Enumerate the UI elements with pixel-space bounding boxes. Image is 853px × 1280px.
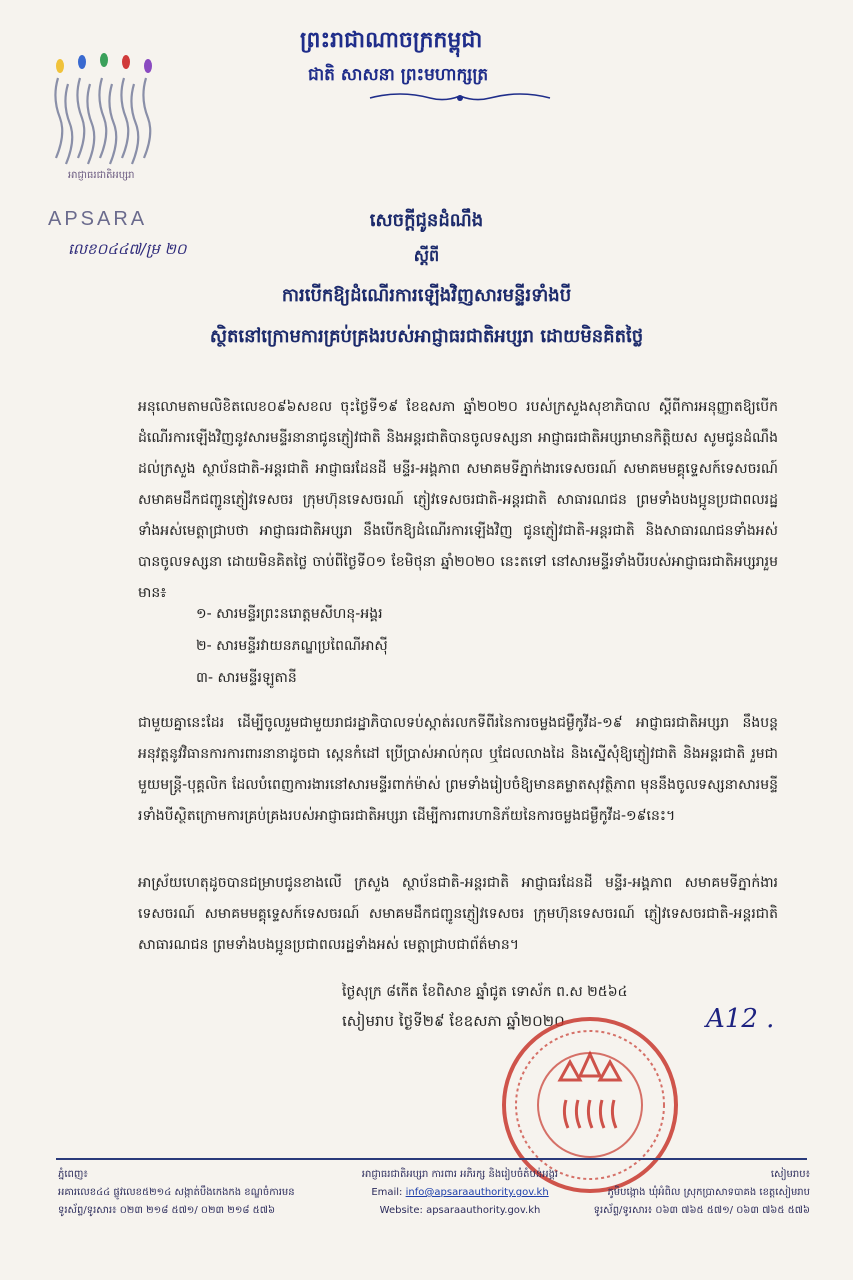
list-item: ១- សារមន្ទីរព្រះនរោត្តមសីហនុ-អង្គរ [196, 606, 383, 622]
footer-right-phone: ទូរស័ព្ទ/ទូរសារ៖ ០៦៣ ៧៦៥ ៥៧១/ ០៦៣ ៧៦៥ ៥៧៦ [593, 1205, 810, 1216]
paragraph-3: អាស្រ័យហេតុដូចបានជម្រាបជូនខាងលើ ក្រសួង ស្ថាប័នជាតិ-អន្តរជាតិ អាជ្ញាធរដែនដី មន្ទីរ-អង្គភាព សមាគមទីភ្នាក់ងារទេសចរណ៍ សមាគមមគ្គុទ្ទេសក៍ទេសចរណ៍ សមាគមដឹកជញ្ជូនភ្ញៀវទេសចរ ក្រុមហ៊ុនទេសចរណ៍ ភ្ញៀវទេសចរជាតិ-អន្តរជាតិ សាធារណជន ព្រមទាំងបងប្អូនប្រជាពលរដ្ឋទាំងអស់ មេត្តាជ្រាបជាព័ត៌មាន។ [138, 875, 778, 953]
footer-contact [330, 1166, 590, 1220]
reference-number: លេខ០៤៤៧/ម្រ ២០ [68, 240, 187, 258]
title-line-4: ស្ថិតនៅក្រោមការគ្រប់គ្រងរបស់អាជ្ញាធរជាតិអប្សរា ដោយមិនគិតថ្លៃ [209, 326, 644, 347]
list-item: ២- សារមន្ទីរវាយនភណ្ឌប្រពៃណីអាស៊ី [196, 638, 388, 654]
logo-name: APSARA [48, 208, 148, 230]
footer-siem-reap [560, 1166, 810, 1220]
lunar-date: ថ្ងៃសុក្រ ៨កើត ខែពិសាខ ឆ្នាំជូត ទោស័ក ព.ស ២៥៦៤ [342, 984, 628, 1000]
apsara-logo [28, 48, 188, 258]
footer-left-phone: ទូរស័ព្ទ/ទូរសារ៖ ០២៣ ២១៨ ៥៧១/ ០២៣ ២១៨ ៥៧៦ [58, 1205, 276, 1216]
footer-divider [56, 1158, 807, 1160]
ornament-divider [360, 91, 853, 109]
solar-date: សៀមរាប ថ្ងៃទី២៩ ខែឧសភា ឆ្នាំ២០២០ [342, 1012, 565, 1030]
footer-email-line [330, 1184, 590, 1202]
title-line-2: ស្តីពី [413, 246, 440, 265]
apsara-logo-graphic [28, 48, 188, 168]
title-line-3: ការបើកឱ្យដំណើរការឡើងវិញសារមន្ទីរទាំងបី [281, 285, 572, 306]
footer-office: អាជ្ញាធរជាតិអប្សរា ការពារ អភិរក្ស និងរៀបចំតំបន់អង្គរ [361, 1169, 559, 1180]
notice-title [0, 208, 853, 351]
website-label: Website: [379, 1205, 423, 1216]
kingdom-title: ព្រះរាជាណាចក្រកម្ពុជា [300, 28, 483, 53]
list-item: ៣- សារមន្ទីរឡូតានី [196, 670, 297, 686]
ornament-graphic [360, 91, 560, 105]
paragraph-1: អនុលោមតាមលិខិតលេខ០៩៦សខល ចុះថ្ងៃទី១៩ ខែឧសភា ឆ្នាំ២០២០ របស់ក្រសួងសុខាភិបាល ស្តីពីការអនុញ្ញាតឱ្យបើកដំណើរការឡើងវិញនូវសារមន្ទីរនានាជូនភ្ញៀវជាតិ និងអន្តរជាតិបានចូលទស្សនា អាជ្ញាធរជាតិអប្សរាមានកិត្តិយស សូមជូនដំណឹងដល់ក្រសួង ស្ថាប័នជាតិ-អន្តរជាតិ អាជ្ញាធរដែនដី មន្ទីរ-អង្គភាព សមាគមទីភ្នាក់ងារទេសចរណ៍ សមាគមមគ្គុទ្ទេសក៍ទេសចរណ៍ សមាគមដឹកជញ្ជូនភ្ញៀវទេសចរ ក្រុមហ៊ុនទេសចរណ៍ ភ្ញៀវទេសចរជាតិ-អន្តរជាតិ សាធារណជន ព្រមទាំងបងប្អូនប្រជាពលរដ្ឋទាំងអស់មេត្តាជ្រាបថា អាជ្ញាធរជាតិអប្សរា នឹងបើកឱ្យដំណើរការឡើងវិញ ជូនភ្ញៀវជាតិ-អន្តរជាតិ និងសាធារណជនទាំងអស់ បានចូលទស្សនា ដោយមិនគិតថ្លៃ ចាប់ពីថ្ងៃទី០១ ខែមិថុនា ឆ្នាំ២០២០ នេះតទៅ នៅសារមន្ទីរទាំងបីរបស់អាជ្ញាធរជាតិអប្សរារួមមាន៖ [138, 399, 778, 601]
footer-left-address: អគារលេខ៤៤ ផ្លូវលេខ៥២១៤ សង្កាត់បឹងកេងកង ខណ្ឌចំការមន [58, 1187, 295, 1198]
title-line-1: សេចក្តីជូនដំណឹង [369, 210, 484, 231]
footer-website-line [330, 1202, 590, 1220]
website-link[interactable]: apsaraauthority.gov.kh [426, 1205, 541, 1216]
signature-mark: A12 . [706, 1004, 775, 1034]
footer-left-label: ភ្នំពេញ៖ [58, 1169, 88, 1180]
kingdom-header [300, 26, 853, 109]
logo-subtitle: អាជ្ញាធរជាតិអប្សរា [68, 170, 135, 181]
footer-right-address: ភូមិបង្កោង ឃុំអំពិល ស្រុកប្រាសាទបាគង ខេត្តសៀមរាប [607, 1187, 810, 1198]
email-label: Email: [371, 1187, 403, 1198]
paragraph-2: ជាមួយគ្នានេះដែរ ដើម្បីចូលរួមជាមួយរាជរដ្ឋាភិបាលទប់ស្កាត់រលកទីពីរនៃការចម្លងជម្ងឺកូវីដ-១៩ អាជ្ញាធរជាតិអប្សរា នឹងបន្តអនុវត្តនូវវិធានការការពារនានាដូចជា ស្កេនកំដៅ ប្រើប្រាស់អាល់កុល ឬជែលលាងដៃ និងស្នើសុំឱ្យភ្ញៀវជាតិ និងអន្តរជាតិ រួមជាមួយមន្ត្រី-បុគ្គលិក ដែលបំពេញការងារនៅសារមន្ទីរពាក់ម៉ាស់ ព្រមទាំងរៀបចំឱ្យមានគម្លាតសុវត្ថិភាព មុននឹងចូលទស្សនាសារមន្ទីរទាំងបីស្ថិតក្រោមការគ្រប់គ្រងរបស់អាជ្ញាធរជាតិអប្សរា ដើម្បីការពារហានិភ័យនៃការចម្លងជម្ងឺកូវីដ-១៩នេះ។ [138, 715, 778, 824]
kingdom-motto: ជាតិ សាសនា ព្រះមហាក្សត្រ [308, 65, 489, 85]
footer-right-label: សៀមរាប៖ [770, 1169, 810, 1180]
email-link[interactable]: info@apsaraauthority.gov.kh [405, 1187, 549, 1198]
footer-phnom-penh [58, 1166, 298, 1220]
museum-list [196, 598, 388, 694]
